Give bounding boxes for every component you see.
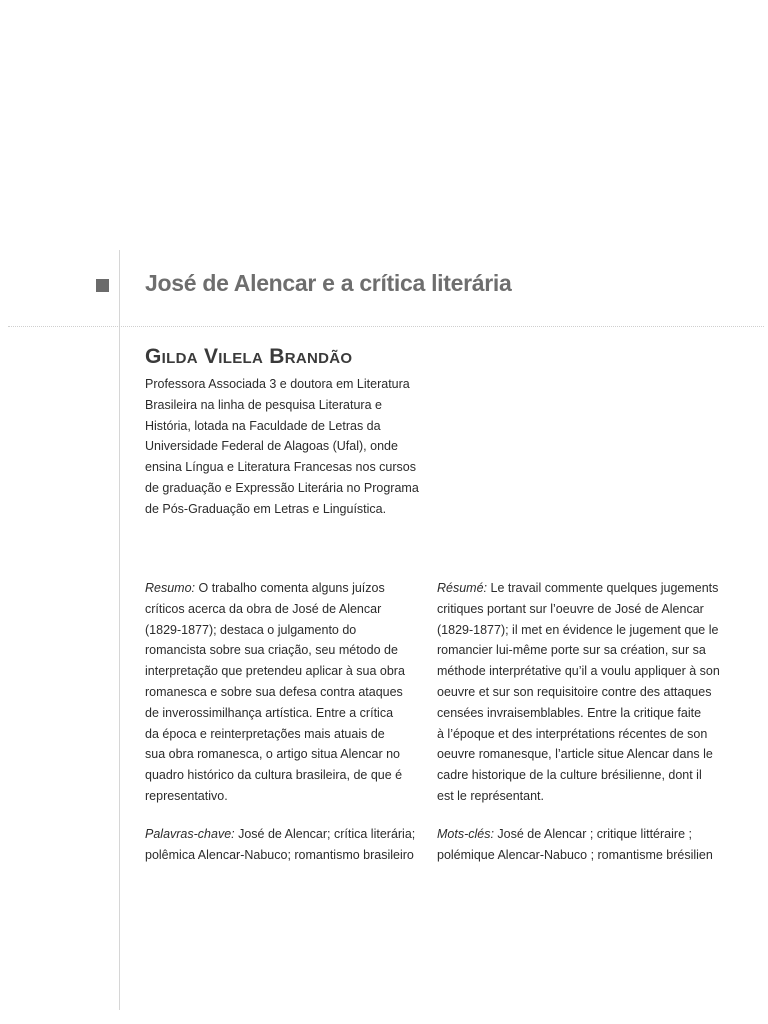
abstract-line: oeuvre et sur son requisitoire contre des attaques — [437, 684, 712, 699]
abstract-line — [437, 578, 727, 599]
abstract-line: (1829-1877); il met en évidence le jugement que le — [437, 622, 719, 637]
header-divider — [8, 326, 764, 327]
abstract-line: quadro histórico da cultura brasileira, de que é — [145, 768, 403, 783]
abstract-line: críticos acerca da obra de José de Alencar — [145, 601, 382, 616]
author-name: Gilda Vilela Brandão — [145, 345, 353, 368]
abstract-line: méthode interprétative qu’il a voulu appliquer à son — [437, 664, 720, 679]
author-bio — [145, 374, 435, 520]
abstract-line: representativo. — [145, 788, 228, 803]
abstract-line: est le représentant. — [437, 788, 545, 803]
section-bullet-icon — [96, 279, 109, 292]
bio-line: Professora Associada 3 e doutora em Literatura — [145, 377, 410, 391]
margin-rule — [119, 250, 120, 1010]
abstract-line: oeuvre romanesque, l’article situe Alencar dans le — [437, 747, 713, 762]
keywords-french — [437, 824, 727, 866]
keywords-line: polémique Alencar-Nabuco ; romantisme brésilien — [437, 847, 713, 862]
abstract-line: (1829-1877); destaca o julgamento do — [145, 622, 357, 637]
abstract-line: cadre historique de la culture brésilienne, dont il — [437, 768, 702, 783]
bio-line: ensina Língua e Literatura Francesas nos cursos — [145, 460, 416, 475]
keywords-portuguese — [145, 824, 435, 866]
abstract-line: romancista sobre sua criação, seu método de — [145, 643, 398, 658]
keywords-label: Mots-clés: — [437, 827, 494, 841]
abstract-text: O trabalho comenta alguns juízos — [195, 581, 385, 595]
abstract-line: romancier lui-même porte sur sa création, sur sa — [437, 643, 706, 658]
abstract-portuguese — [145, 578, 435, 807]
keywords-label: Palavras-chave: — [145, 827, 235, 841]
abstract-label: Résumé: — [437, 581, 488, 595]
abstract-line — [145, 578, 435, 599]
keywords-line — [145, 824, 435, 845]
abstract-line: sua obra romanesca, o artigo situa Alencar no — [145, 747, 401, 762]
abstract-line: da época e reinterpretações mais atuais de — [145, 726, 385, 741]
keywords-text: José de Alencar ; critique littéraire ; — [493, 827, 692, 841]
abstract-text: Le travail commente quelques jugements — [487, 581, 719, 595]
article-title: José de Alencar e a crítica literária — [145, 270, 512, 296]
abstract-line: de inverossimilhança artística. Entre a crítica — [145, 705, 394, 720]
bio-line: Universidade Federal de Alagoas (Ufal), onde — [145, 439, 398, 454]
abstract-line: critiques portant sur l’oeuvre de José de Alencar — [437, 601, 704, 616]
keywords-line: polêmica Alencar-Nabuco; romantismo brasileiro — [145, 847, 414, 862]
bio-line: História, lotada na Faculdade de Letras da — [145, 418, 381, 433]
keywords-text: José de Alencar; crítica literária; — [234, 827, 416, 841]
abstract-line: censées invraisemblables. Entre la critique faite — [437, 705, 702, 720]
bio-line: de Pós-Graduação em Letras e Linguística. — [145, 501, 387, 516]
keywords-line — [437, 824, 727, 845]
bio-line: Brasileira na linha de pesquisa Literatura e — [145, 397, 382, 412]
abstract-line: à l’époque et des interprétations récentes de son — [437, 726, 708, 741]
abstract-line: interpretação que pretendeu aplicar à sua obra — [145, 664, 405, 679]
abstract-french — [437, 578, 727, 807]
abstract-line: romanesca e sobre sua defesa contra ataques — [145, 684, 403, 699]
abstract-label: Resumo: — [145, 581, 196, 595]
bio-line: de graduação e Expressão Literária no Programa — [145, 480, 419, 495]
